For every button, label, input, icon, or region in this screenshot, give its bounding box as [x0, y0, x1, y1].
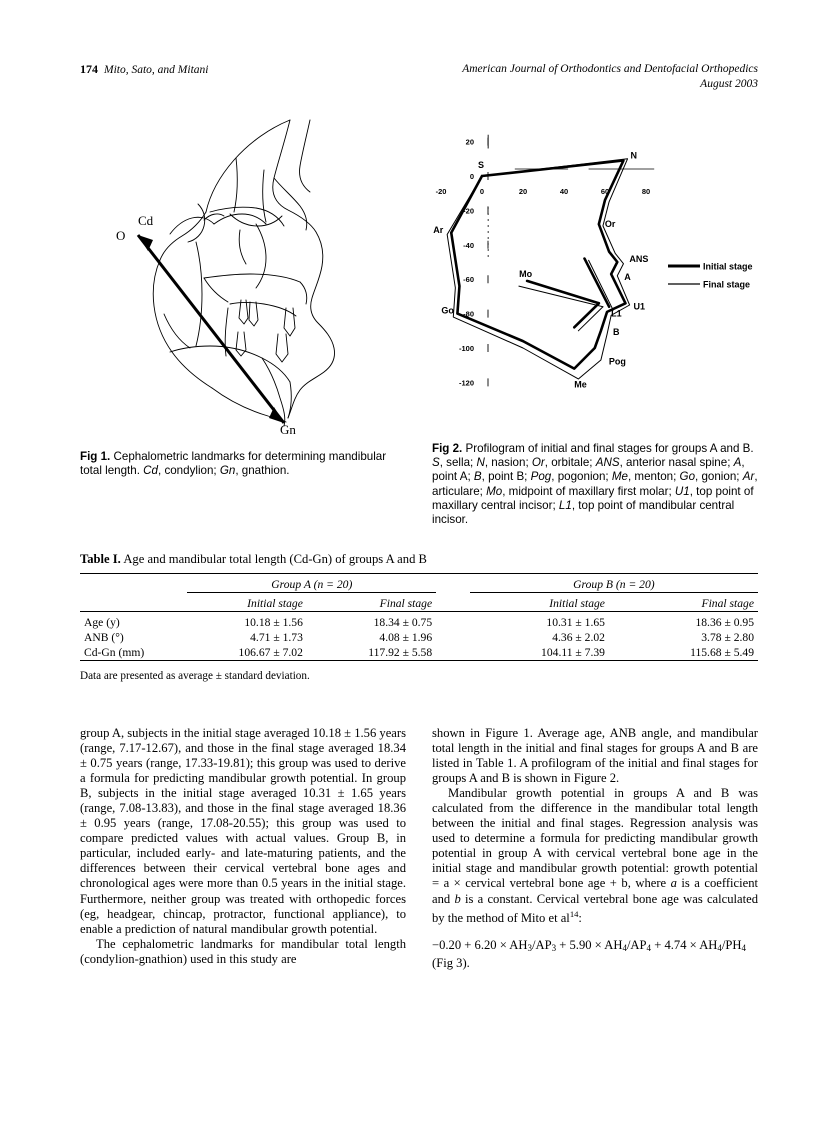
figure-2-caption-run-23: U1 — [674, 484, 690, 498]
figure-2-caption-run-18: , gonion; — [695, 470, 743, 484]
equation-cervical-bone-age — [432, 938, 758, 971]
figure-1-caption-part3: , gnathion. — [235, 464, 290, 478]
table-row — [80, 615, 758, 630]
formula-sub-6: 4 — [741, 942, 746, 953]
figure-1-caption-part1: Cephalometric landmarks for determining mandibular total length. — [80, 450, 387, 478]
figure-2-caption-run-6: , orbitale; — [544, 456, 596, 470]
landmark-label-me: Me — [574, 379, 587, 390]
variable-a: a — [670, 876, 677, 891]
table-label: Table I. — [80, 552, 121, 566]
table-row — [80, 630, 758, 645]
figure1-label-gn: Gn — [280, 422, 296, 437]
series-0-occlusal-0 — [527, 281, 599, 303]
landmark-label-pog: Pog — [608, 356, 626, 367]
legend-label-1: Final stage — [703, 279, 751, 290]
landmark-label-l1: L1 — [611, 308, 622, 319]
row-label-age: Age (y) — [84, 616, 120, 629]
formula-part-3: + 5.90 × AH — [556, 937, 623, 952]
figure-1-label: Fig 1. — [80, 450, 111, 463]
figure-2-caption-run-22: , midpoint of maxillary first molar; — [502, 484, 675, 498]
figure-2-caption-run-0: Profilogram of initial and final stages for groups A and B. — [465, 442, 754, 455]
figure-1-caption — [80, 450, 392, 478]
issue-date: August 2003 — [700, 78, 758, 90]
figure-2-caption-run-24: , top point of maxillary central incisor; — [432, 484, 754, 512]
cell-age-a-final: 18.34 ± 0.75 — [373, 616, 433, 629]
figure-2-caption-run-26: , top point of mandibular central incisor. — [432, 498, 735, 527]
formula-part-7: (Fig 3). — [432, 955, 470, 970]
cell-anb-b-initial: 4.36 ± 2.02 — [552, 631, 605, 644]
y-tick-label-3: -40 — [463, 240, 474, 250]
stage-header-a-initial: Initial stage — [247, 597, 303, 610]
landmark-label-s: S — [478, 160, 485, 170]
series-1-occlusal-1 — [589, 260, 614, 310]
group-header-a: Group A (n = 20) — [271, 578, 353, 591]
formula-sub-2: 3 — [551, 942, 557, 953]
figure-2-caption — [432, 442, 758, 527]
x-tick-label-4: 60 — [600, 187, 610, 196]
variable-b: b — [454, 891, 461, 906]
figure1-label-cd: Cd — [138, 213, 154, 228]
figure-2-caption-run-14: , pogonion; — [551, 470, 612, 484]
landmark-label-u1: U1 — [633, 301, 646, 312]
x-tick-label-1: 0 — [479, 187, 485, 196]
stage-header-b-final: Final stage — [701, 597, 754, 610]
left-paragraph-2: The cephalometric landmarks for mandibular total length (condylion-gnathion) used in this study are — [80, 936, 406, 966]
figure-1-abbr-gn: Gn — [219, 464, 236, 478]
cell-cdgn-a-initial: 106.67 ± 7.02 — [238, 646, 303, 659]
y-tick-label-5: -80 — [463, 309, 474, 319]
figure-2-caption-run-3: N — [476, 456, 485, 470]
profilogram-plot — [430, 118, 770, 438]
table-group-header-row — [80, 577, 758, 593]
row-label-cdgn: Cd-Gn (mm) — [84, 646, 145, 659]
x-tick-label-2: 20 — [518, 187, 528, 196]
figure-2-caption-run-4: , nasion; — [484, 456, 532, 470]
cell-age-b-final: 18.36 ± 0.95 — [695, 616, 754, 629]
figure-2-caption-run-21: Mo — [486, 484, 503, 498]
y-tick-label-7: -120 — [458, 378, 474, 388]
group-header-b: Group B (n = 20) — [573, 578, 655, 591]
right-para2-run4: : — [578, 910, 582, 925]
cell-age-a-initial: 10.18 ± 1.56 — [244, 616, 303, 629]
legend-label-0: Initial stage — [703, 261, 753, 272]
figure-2-caption-run-13: Pog — [530, 470, 552, 484]
landmark-label-mo: Mo — [519, 268, 533, 279]
x-tick-label-0: -20 — [435, 187, 447, 196]
row-label-anb: ANB (°) — [84, 631, 124, 644]
running-head-right — [462, 62, 758, 92]
right-para2-run1: Mandibular growth potential in groups A and B was calculated from the difference in the mandibular total length between the initial and final stages. Regression analysis was used to determine a formula for predicting mandibular growth potential in group A with cervical vertebral bone age in the initial stage and mandibular growth potential: growth potential = a × cervical vertebral bone age + b, where — [432, 786, 758, 891]
table-row — [80, 645, 758, 661]
cell-cdgn-b-initial: 104.11 ± 7.39 — [541, 646, 605, 659]
stage-header-b-initial: Initial stage — [549, 597, 605, 610]
figure-2-caption-run-11: B — [473, 470, 482, 484]
figure-2-caption-run-17: Go — [679, 470, 696, 484]
landmark-label-or: Or — [604, 219, 616, 230]
table-title — [80, 552, 758, 567]
right-para2-run2: is a coefficient and — [432, 876, 758, 906]
cell-cdgn-a-final: 117.92 ± 5.58 — [368, 646, 433, 659]
y-tick-label-0: 20 — [465, 137, 474, 147]
landmark-label-b: B — [613, 326, 620, 337]
right-paragraph-2 — [432, 786, 758, 925]
figure-2-caption-run-5: Or — [531, 456, 545, 470]
formula-part-2: /AP — [531, 937, 552, 952]
table-stage-header-row — [80, 596, 758, 612]
landmark-label-go: Go — [441, 305, 454, 316]
formula-part-5: + 4.74 × AH — [651, 937, 718, 952]
figure-2-caption-run-16: , menton; — [627, 470, 680, 484]
figure-2-caption-run-12: , point B; — [481, 470, 531, 484]
series-0-occlusal-2 — [574, 303, 599, 327]
y-tick-label-1: 0 — [469, 172, 474, 181]
formula-sub-3: 4 — [622, 942, 627, 953]
figure-2-chart — [430, 118, 770, 438]
authors-line: Mito, Sato, and Mitani — [104, 64, 209, 76]
figure-1-image — [78, 118, 398, 438]
figure-1-caption-part2: , condylion; — [158, 464, 220, 478]
formula-part-4: /AP — [626, 937, 647, 952]
body-column-left — [80, 726, 406, 967]
cell-anb-a-initial: 4.71 ± 1.73 — [250, 631, 303, 644]
cell-age-b-initial: 10.31 ± 1.65 — [546, 616, 605, 629]
figure-1-abbr-cd: Cd — [143, 464, 158, 478]
formula-part-1: −0.20 + 6.20 × AH — [432, 937, 528, 952]
x-tick-label-5: 80 — [641, 187, 651, 196]
figure-2-caption-run-10: , point A; — [432, 456, 745, 484]
cephalometric-tracing — [78, 118, 398, 438]
landmark-label-a: A — [624, 272, 631, 283]
figure-2-caption-run-8: , anterior nasal spine; — [619, 456, 734, 470]
cell-anb-b-final: 3.78 ± 2.80 — [701, 631, 754, 644]
x-tick-label-3: 40 — [559, 187, 569, 196]
right-paragraph-1: shown in Figure 1. Average age, ANB angle, and mandibular total length in the initial and final stages for groups A and B are listed in Table 1. A profilogram of the initial and final stages for groups A and B is shown in Figure 2. — [432, 726, 758, 786]
figure1-label-o: O — [116, 228, 126, 243]
table-1 — [80, 552, 758, 682]
running-head — [80, 62, 758, 102]
cell-anb-a-final: 4.08 ± 1.96 — [379, 631, 433, 644]
figure-2-caption-run-2: , sella; — [439, 456, 477, 470]
y-tick-label-2: -20 — [463, 206, 474, 216]
right-para2-run3: is a constant. Cervical vertebral bone age was calculated by the method of Mito et al — [432, 891, 758, 925]
formula-sub-5: 4 — [717, 942, 722, 953]
figure-2-caption-run-9: A — [733, 456, 742, 470]
page-number: 174 — [80, 62, 98, 76]
body-column-right — [432, 726, 758, 971]
table-rule-bottom — [80, 661, 758, 665]
landmark-label-n: N — [630, 150, 637, 161]
running-head-left — [80, 62, 208, 77]
figure-2-caption-text — [432, 442, 758, 526]
figure-2-caption-run-25: L1 — [558, 498, 572, 512]
figure-2-caption-run-20: , articulare; — [432, 470, 758, 498]
reference-marker-14: 14 — [569, 908, 579, 919]
table-title-text: Age and mandibular total length (Cd-Gn) of groups A and B — [123, 552, 427, 566]
figure-2-caption-run-1: S — [432, 456, 440, 470]
cell-cdgn-b-final: 115.68 ± 5.49 — [690, 646, 754, 659]
stage-header-a-final: Final stage — [379, 597, 433, 610]
chart-legend — [668, 262, 753, 290]
figure-2-caption-run-7: ANS — [595, 456, 620, 470]
landmark-label-ar: Ar — [433, 224, 444, 235]
formula-part-6: /PH — [721, 937, 742, 952]
figure-2-caption-run-19: Ar — [742, 470, 755, 484]
formula-sub-4: 4 — [646, 942, 652, 953]
data-table — [80, 573, 758, 664]
left-paragraph-1: group A, subjects in the initial stage averaged 10.18 ± 1.56 years (range, 7.17-12.67), and those in the final stage averaged 18.34 ± 0.75 years (range, 17.33-19.81); this group was used to derive a formula for predicting mandibular growth potential. In group B, subjects in the initial stage averaged 10.31 ± 1.65 years (range, 7.08-13.83), and those in the final stage averaged 18.36 ± 0.95 years (range, 17.08-20.55); this group was used to compare predicted values with actual values. Group B, in particular, included early- and late-maturing patients, and the differences between their cervical vertebral bone ages and chronological ages were more than 0.5 years in the initial stage. Furthermore, neither group was treated with orthopedic forces (eg, headgear, chincap, protractor, functional appliance), to enable a prediction of natural mandibular growth potential. — [80, 726, 406, 936]
series-outline-0 — [451, 161, 625, 369]
journal-title: American Journal of Orthodontics and Dentofacial Orthopedics — [462, 63, 758, 75]
table-footnote: Data are presented as average ± standard deviation. — [80, 670, 310, 682]
landmark-label-ans: ANS — [629, 254, 649, 264]
y-tick-label-6: -100 — [458, 344, 474, 353]
figure-2-caption-run-15: Me — [611, 470, 628, 484]
formula-sub-1: 3 — [527, 942, 532, 953]
series-1-occlusal-0 — [519, 286, 603, 307]
figure-2-label: Fig 2. — [432, 442, 463, 455]
y-tick-label-4: -60 — [463, 275, 474, 285]
